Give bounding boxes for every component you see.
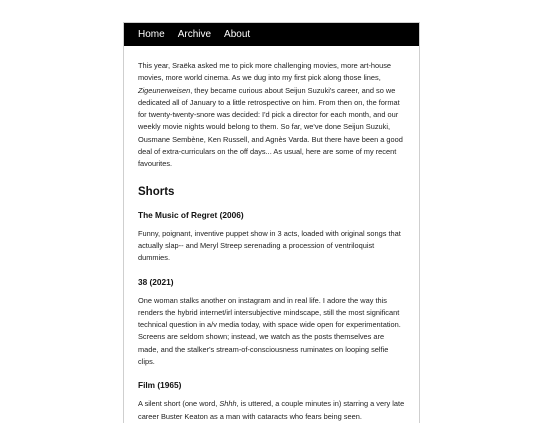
nav-archive-link[interactable]: Archive: [177, 29, 212, 40]
nav-home-link[interactable]: Home: [138, 29, 165, 40]
intro-paragraph: [138, 60, 405, 171]
article-content: [124, 46, 419, 423]
film-review-italic: Shhh: [219, 399, 237, 409]
nav-about-link[interactable]: About: [224, 29, 251, 40]
page-container: [123, 22, 420, 423]
film-review: [138, 398, 405, 423]
section-heading-shorts: Shorts: [138, 185, 175, 198]
film-review-text-2: , is uttered, a couple minutes in) starring a very late career Buster Keaton as a man with cataracts who fears being seen.: [138, 399, 405, 421]
intro-text-1: This year, Sraëka asked me to pick more challenging movies, more art-house movies, more world cinema. As we dug into my first pick along those lines,: [138, 61, 392, 83]
film-title: The Music of Regret (2006): [138, 209, 244, 220]
film-review-text-1: A silent short (one word,: [138, 399, 220, 409]
film-title: 38 (2021): [138, 276, 174, 287]
intro-italic-title: Zigeunerweisen: [138, 85, 191, 95]
intro-text-2: , they became curious about Seijun Suzuki's career, and so we dedicated all of January to a little retrospective on him. From then on, the format for twenty-twenty-snore was decided: I'd pick a director for each month, and our weekly movie nights would belong to them. So far, we've done Seijun Suzuki, Ousmane Sembène, Ken Russell, and Agnès Varda. But there have been a good deal of extra-curriculars on the off days... As usual, here are some of my recent favourites.: [138, 85, 403, 169]
film-title: Film (1965): [138, 380, 182, 391]
top-nav: [124, 23, 419, 46]
film-review: One woman stalks another on instagram and in real life. I adore the way this renders the hybrid internet/irl intersubjective mindscape, still the most significant technical question in a/v media today, with space wide open for experimentation. Screens are seldom shown; instead, we watch as the posts themselves are made, and the stalker's stream-of-consciousness ruminates on looping selfie clips.: [138, 295, 401, 367]
film-review: Funny, poignant, inventive puppet show in 3 acts, loaded with original songs that actually slap-- and Meryl Streep serenading a procession of ventriloquist dummies.: [138, 228, 401, 263]
